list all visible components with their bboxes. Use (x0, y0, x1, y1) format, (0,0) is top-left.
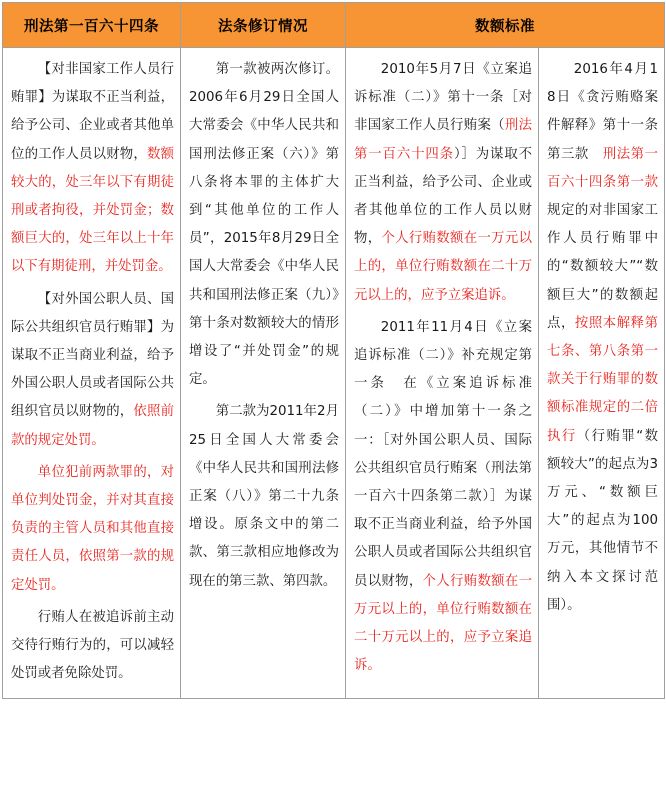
article-paragraph-3: 单位犯前两款罪的，对单位判处罚金，并对其直接负责的主管人员和其他直接责任人员，依照第一款的规定处罚。 (11, 464, 174, 593)
revision-text-cell (181, 48, 346, 699)
revision-paragraph-1: 第一款被两次修订。2006年6月29日全国人大常委会《中华人民共和国刑法修正案（六）》第八条将本罪的主体扩大到“其他单位的工作人员”，2015年8月29日全国人大常委会《中华人民共和国刑法修正案（九）》第十条对数额较大的情形增设了“并处罚金”的规定。 (189, 62, 339, 388)
header-amount-standard: 数额标准 (346, 3, 665, 48)
article-paragraph-2: 【对外国公职人员、国际公共组织官员行贿罪】为谋取不正当商业利益，给予外国公职人员或者国际公共组织官员以财物的，依照前款的规定处罚。 (11, 291, 175, 448)
standard-paragraph-2: 2011年11月4日《立案追诉标准（二）》补充规定第一条 在《立案追诉标准（二）》中增加第十一条之一：［对外国公职人员、国际公共组织官员行贿案（刑法第一百六十四条第二款）］为谋取不正当商业利益，给予外国公职人员或者国际公共组织官员以财物，个人行贿数额在一万元以上的，单位行贿数额在二十万元以上的，应予立案追诉。 (354, 319, 533, 674)
header-article: 刑法第一百六十四条 (3, 3, 181, 48)
header-row (3, 3, 665, 48)
revision-paragraph-2: 第二款为2011年2月25日全国人大常委会《中华人民共和国刑法修正案（八）》第二十九条增设。原条文中的第二款、第三款相应地修改为现在的第三款、第四款。 (189, 404, 339, 589)
content-row (3, 48, 665, 699)
standard-2010-cell (346, 48, 539, 699)
law-comparison-table (2, 2, 665, 699)
article-paragraph-4: 行贿人在被追诉前主动交待行贿行为的，可以减轻处罚或者免除处罚。 (11, 609, 174, 682)
article-paragraph-1: 【对非国家工作人员行贿罪】为谋取不正当利益，给予公司、企业或者其他单位的工作人员以财物，数额较大的，处三年以下有期徒刑或者拘役，并处罚金；数额巨大的，处三年以上十年以下有期徒刑，并处罚金。 (11, 62, 175, 275)
header-revision: 法条修订情况 (181, 3, 346, 48)
standard-2016-cell (539, 48, 665, 699)
standard-paragraph-1: 2010年5月7日《立案追诉标准（二）》第十一条［对非国家工作人员行贿案（刑法第一百六十四条）］为谋取不正当利益，给予公司、企业或者其他单位的工作人员以财物，个人行贿数额在一万元以上的，单位行贿数额在二十万元以上的，应予立案追诉。 (354, 62, 533, 303)
article-text-cell (3, 48, 181, 699)
interpretation-paragraph: 2016年4月18日《贪污贿赂案件解释》第十一条第三款 刑法第一百六十四条第一款规定的对非国家工作人员行贿罪中的“数额较大”“数额巨大”的数额起点，按照本解释第七条、第八条第一款关于行贿罪的数额标准规定的二倍执行（行贿罪“数额较大”的起点为3万元、“数额巨大”的起点为100万元，其他情节不纳入本文探讨范围）。 (547, 62, 659, 613)
